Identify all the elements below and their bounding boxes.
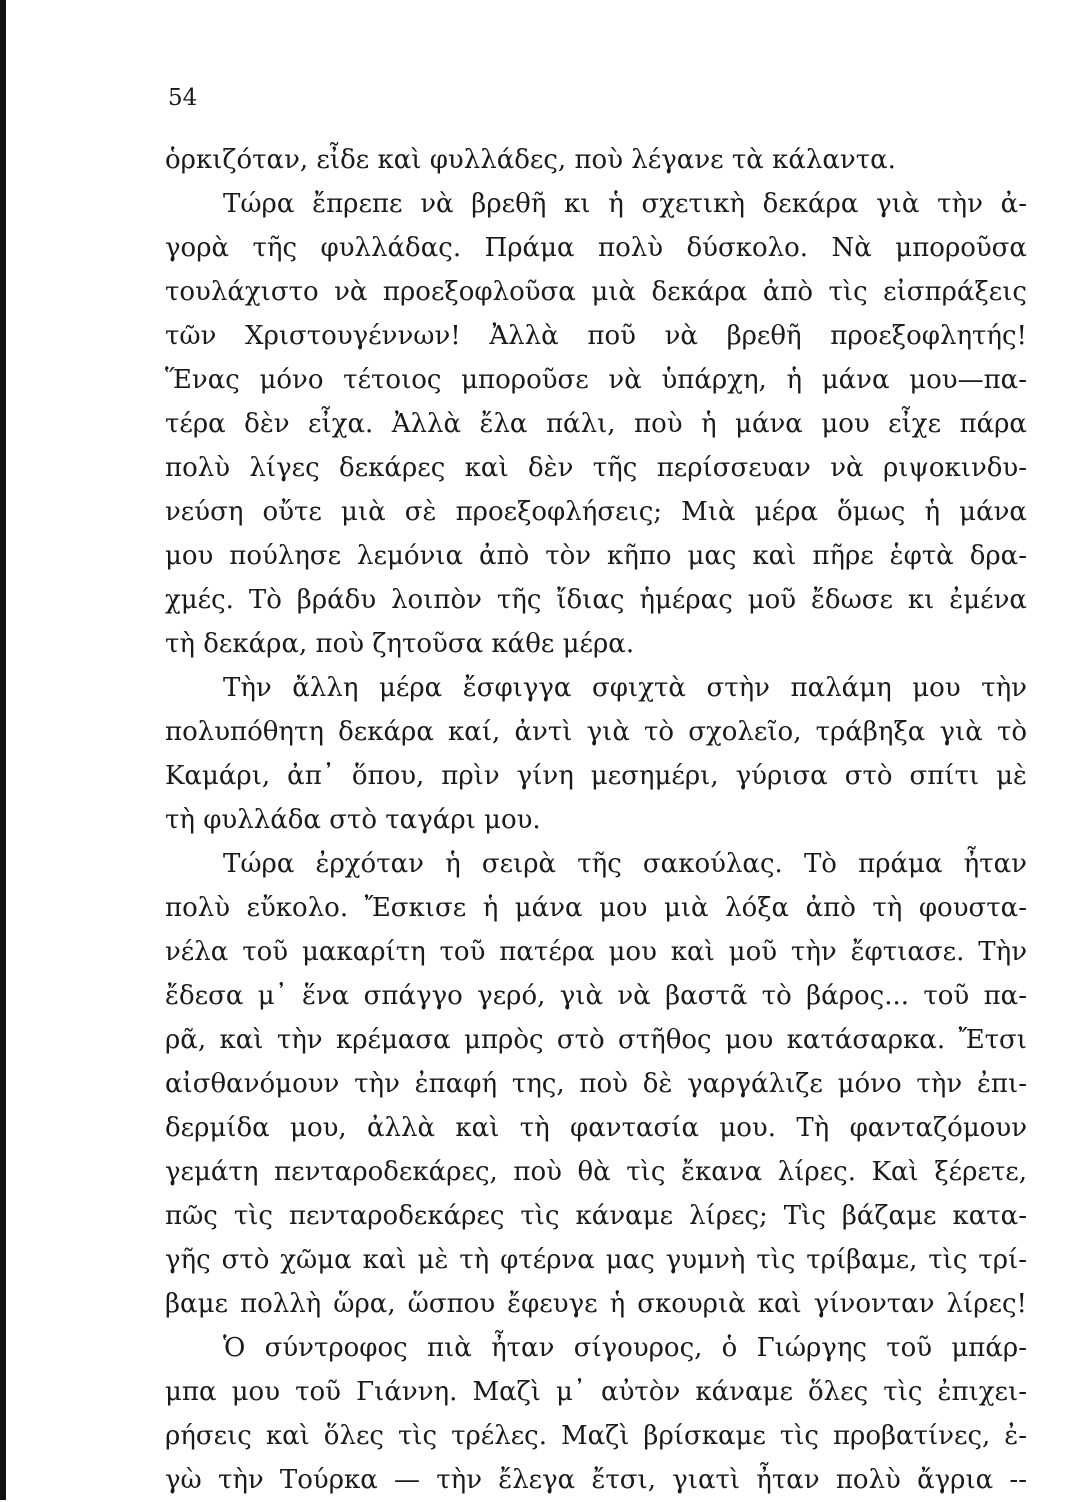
text-line: Καμάρι, ἀπ᾿ ὅπου, πρὶν γίνη μεσημέρι, γύρισα στὸ σπίτι μὲ	[165, 761, 1027, 791]
page-number: 54	[168, 85, 198, 111]
text-line: ἔδεσα μ᾿ ἕνα σπάγγο γερό, γιὰ νὰ βαστᾶ τὸ βάρος... τοῦ πα-	[165, 981, 1027, 1011]
text-line: ρήσεις καὶ ὅλες τὶς τρέλες. Μαζὶ βρίσκαμε τὶς προβατίνες, ἐ-	[165, 1421, 1027, 1451]
text-line: ρᾶ, καὶ τὴν κρέμασα μπρὸς στὸ στῆθος μου κατάσαρκα. Ἔτσι	[165, 1025, 1027, 1055]
text-line: πῶς τὶς πενταροδεκάρες τὶς κάναμε λίρες; Τὶς βάζαμε κατα-	[165, 1201, 1027, 1231]
text-line: βαμε πολλὴ ὥρα, ὥσπου ἔφευγε ἡ σκουριὰ καὶ γίνονταν λίρες!	[165, 1289, 1027, 1319]
text-line: μου πούλησε λεμόνια ἀπὸ τὸν κῆπο μας καὶ πῆρε ἑφτὰ δρα-	[165, 541, 1027, 571]
text-line: Τώρα ἔπρεπε νὰ βρεθῆ κι ἡ σχετικὴ δεκάρα γιὰ τὴν ἀ-	[223, 189, 1027, 219]
text-line: γορὰ τῆς φυλλάδας. Πράμα πολὺ δύσκολο. Νὰ μποροῦσα	[165, 233, 1027, 263]
text-line: γεμάτη πενταροδεκάρες, ποὺ θὰ τὶς ἔκανα λίρες. Καὶ ξέρετε,	[165, 1157, 1027, 1187]
text-line: πολὺ εὔκολο. Ἔσκισε ἡ μάνα μου μιὰ λόξα ἀπὸ τὴ φουστα-	[165, 893, 1027, 923]
text-line: Ὁ σύντροφος πιὰ ἦταν σίγουρος, ὁ Γιώργης τοῦ μπάρ-	[223, 1333, 1027, 1363]
text-line: πολυπόθητη δεκάρα καί, ἀντὶ γιὰ τὸ σχολεῖο, τράβηξα γιὰ τὸ	[165, 717, 1027, 747]
text-line: ὁρκιζόταν, εἶδε καὶ φυλλάδες, ποὺ λέγανε τὰ κάλαντα.	[165, 145, 896, 175]
text-line: δερμίδα μου, ἀλλὰ καὶ τὴ φαντασία μου. Τὴ φανταζόμουν	[165, 1113, 1027, 1143]
text-line: τέρα δὲν εἶχα. Ἀλλὰ ἔλα πάλι, ποὺ ἡ μάνα μου εἶχε πάρα	[165, 409, 1027, 439]
text-line: Τώρα ἐρχόταν ἡ σειρὰ τῆς σακούλας. Τὸ πράμα ἦταν	[223, 849, 1027, 879]
text-line: γὼ τὴν Τούρκα — τὴν ἔλεγα ἔτσι, γιατὶ ἦταν πολὺ ἄγρια --	[165, 1465, 1027, 1495]
text-line: αἰσθανόμουν τὴν ἐπαφή της, ποὺ δὲ γαργάλιζε μόνο τὴν ἐπι-	[165, 1069, 1027, 1099]
text-line: τουλάχιστο νὰ προεξοφλοῦσα μιὰ δεκάρα ἀπὸ τὶς εἰσπράξεις	[165, 277, 1027, 307]
text-line: τὴ φυλλάδα στὸ ταγάρι μου.	[165, 805, 541, 835]
text-line: Ἕνας μόνο τέτοιος μποροῦσε νὰ ὑπάρχη, ἡ μάνα μου—πα-	[165, 365, 1027, 395]
scan-edge	[0, 0, 6, 1500]
text-line: μπα μου τοῦ Γιάννη. Μαζὶ μ᾿ αὐτὸν κάναμε ὅλες τὶς ἐπιχει-	[165, 1377, 1027, 1407]
text-line: πολὺ λίγες δεκάρες καὶ δὲν τῆς περίσσευαν νὰ ριψοκινδυ-	[165, 453, 1027, 483]
text-line: γῆς στὸ χῶμα καὶ μὲ τὴ φτέρνα μας γυμνὴ τὶς τρίβαμε, τὶς τρί-	[165, 1245, 1027, 1275]
text-line: τὴ δεκάρα, ποὺ ζητοῦσα κάθε μέρα.	[165, 629, 635, 659]
text-line: χμές. Τὸ βράδυ λοιπὸν τῆς ἴδιας ἡμέρας μοῦ ἔδωσε κι ἐμένα	[165, 585, 1027, 615]
text-line: νέλα τοῦ μακαρίτη τοῦ πατέρα μου καὶ μοῦ τὴν ἔφτιασε. Τὴν	[165, 937, 1027, 967]
text-line: Τὴν ἄλλη μέρα ἔσφιγγα σφιχτὰ στὴν παλάμη μου τὴν	[223, 673, 1027, 703]
body-text	[165, 138, 1027, 1502]
text-line: τῶν Χριστουγέννων! Ἀλλὰ ποῦ νὰ βρεθῆ προεξοφλητής!	[165, 321, 1027, 351]
text-line: νεύση οὔτε μιὰ σὲ προεξοφλήσεις; Μιὰ μέρα ὅμως ἡ μάνα	[165, 497, 1027, 527]
